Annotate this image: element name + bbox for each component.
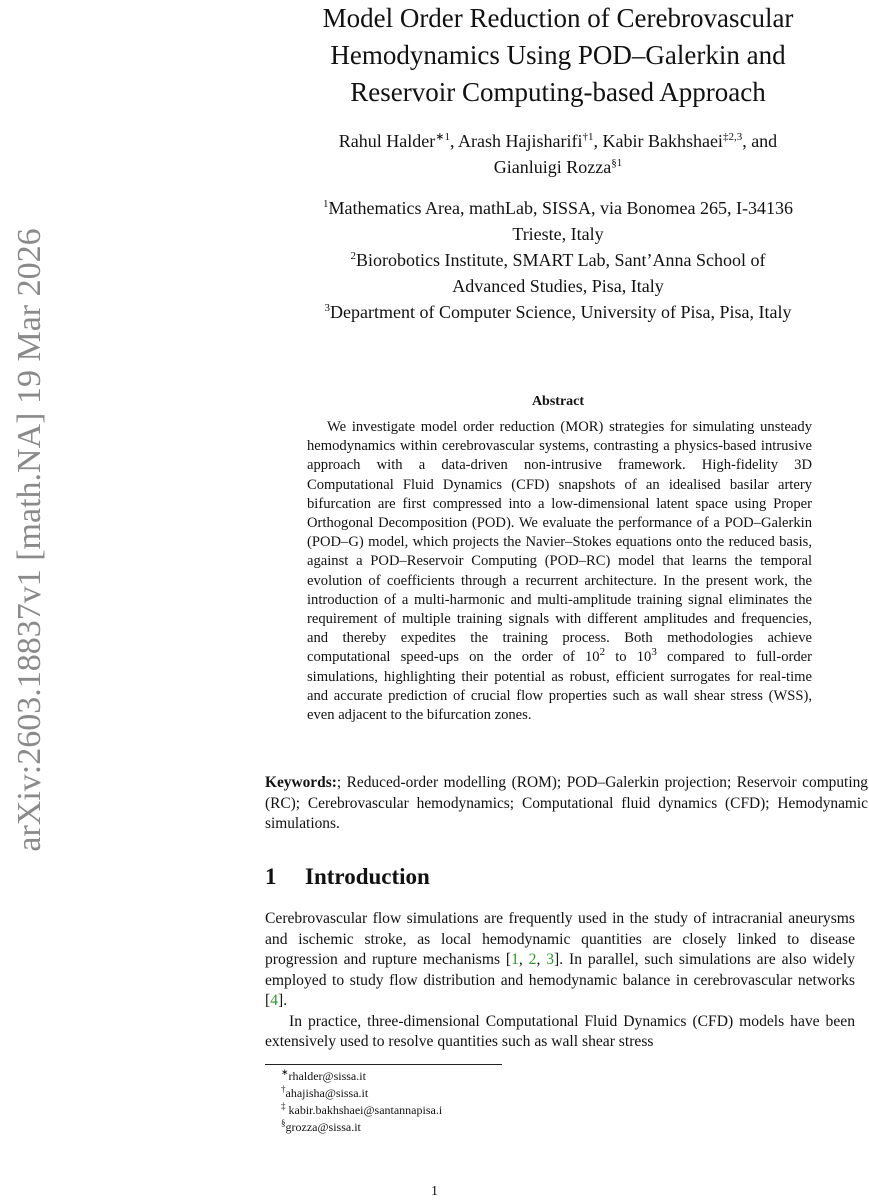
footnote-mark: § <box>281 1118 286 1128</box>
title-line: Hemodynamics Using POD–Galerkin and <box>330 40 786 70</box>
author-marks: ∗1 <box>435 131 450 143</box>
paper-title <box>258 0 858 111</box>
exponent: 2 <box>599 646 606 659</box>
footnote <box>281 1068 442 1085</box>
affiliation <box>258 299 858 325</box>
paragraph-text: ]. <box>278 992 288 1009</box>
title-line: Reservoir Computing-based Approach <box>350 77 766 107</box>
citation-link[interactable]: 3 <box>546 951 555 968</box>
author-separator: , <box>593 131 603 151</box>
author-separator: , and <box>742 131 778 151</box>
footnote <box>281 1119 442 1136</box>
citation-link[interactable]: 4 <box>270 992 278 1009</box>
arxiv-stamp <box>0 0 60 900</box>
author-name: Arash Hajisharifi <box>458 131 583 151</box>
abstract-text: to 10 <box>605 649 652 666</box>
footnote-mark: ‡ <box>281 1101 286 1111</box>
section-title: Introduction <box>305 864 430 889</box>
footnote-mark: ∗ <box>281 1067 289 1077</box>
section-heading <box>265 864 430 890</box>
affiliation-number: 3 <box>324 302 331 314</box>
citation-link[interactable]: 1 <box>511 951 519 968</box>
title-line: Model Order Reduction of Cerebrovascular <box>322 3 794 33</box>
author-marks: †1 <box>582 131 594 143</box>
author-marks: §1 <box>611 157 623 169</box>
paragraph: Cerebrovascular flow simulations are frequently used in the study of intracranial aneurysms and ischemic stroke, as local hemodynamic quantities are closely linked to disease progression and rupture mechanisms [1, 2, 3]. In parallel, such simulations are also widely employed to study flow distribution and hemodynamic balance in cerebrovascular networks [4]. <box>265 910 856 1009</box>
footnote <box>281 1085 442 1102</box>
keywords <box>265 773 868 835</box>
footnote-rule <box>265 1064 502 1065</box>
arxiv-stamp-text: arXiv:2603.18837v1 [math.NA] 19 Mar 2026 <box>11 228 48 852</box>
author-name: Gianluigi Rozza <box>493 157 612 177</box>
citation-link[interactable]: 2 <box>528 951 537 968</box>
footnote-email[interactable]: rhalder@sissa.it <box>288 1069 366 1083</box>
affiliation-number: 2 <box>350 250 356 262</box>
paragraph-text: Cerebrovascular flow simulations are frequently used in the study of intracranial aneurysms and ischemic stroke, as local hemodynamic quantities are closely linked to disease progression and rupture mechanisms [ <box>265 910 855 968</box>
affiliation-line: Trieste, Italy <box>512 224 604 244</box>
author-separator: , <box>449 131 458 151</box>
paragraph <box>265 1012 855 1053</box>
footnote <box>281 1102 442 1119</box>
intro-body <box>265 909 855 1053</box>
footnote-email[interactable]: ahajisha@sissa.it <box>285 1086 369 1100</box>
footnotes <box>281 1068 442 1136</box>
paragraph-text: ]. In parallel, such simulations are also widely employed to study flow distribution and hemodynamic balance in cerebrovascular networks [ <box>265 951 856 1009</box>
abstract-text: We investigate model order reduction (MOR) strategies for simulating unsteady hemodynamics within cerebrovascular systems, contrasting a physics-based intrusive approach with a data-driven non-intrusive framework. High-fidelity 3D Computational Fluid Dynamics (CFD) snapshots of an idealised basilar artery bifurcation are first compressed into a low-dimensional latent space using Proper Orthogonal Decomposition (POD). We evaluate the performance of a POD–Galerkin (POD–G) model, which projects the Navier–Stokes equations onto the reduced basis, against a POD–Reservoir Computing (POD–RC) model that learns the temporal evolution of coefficients through a recurrent architecture. In the present work, the introduction of a multi-harmonic and multi-amplitude training signal eliminates the requirement of multiple training signals with different amplitudes and frequencies, and thereby expedites the training process. Both methodologies achieve computational speed-ups on the order of 10 <box>307 419 812 666</box>
footnote-email[interactable]: grozza@sissa.it <box>285 1120 361 1134</box>
affiliation-line: Department of Computer Science, University of Pisa, Pisa, Italy <box>330 302 792 322</box>
footnote-email[interactable]: kabir.bakhshaei@santannapisa.i <box>285 1103 443 1117</box>
affiliation-line: Mathematics Area, mathLab, SISSA, via Bonomea 265, I-34136 <box>328 198 793 218</box>
abstract-text: compared to full-order simulations, highlighting their potential as robust, efficient surrogates for real-time and accurate prediction of crucial flow properties such as wall shear stress (WSS), even adjacent to the bifurcation zones. <box>307 649 813 724</box>
keywords-label: Keywords: <box>265 774 337 791</box>
affiliation-number: 1 <box>323 198 329 210</box>
abstract-heading: Abstract <box>531 394 585 409</box>
affiliation-line: Advanced Studies, Pisa, Italy <box>452 276 664 296</box>
affiliation-line: Biorobotics Institute, SMART Lab, Sant’Anna School of <box>355 250 766 270</box>
exponent: 3 <box>651 646 657 659</box>
author-marks: ‡2,3 <box>722 131 743 143</box>
affiliation <box>258 247 858 299</box>
paragraph-text: In practice, three-dimensional Computational Fluid Dynamics (CFD) models have been extensively used to resolve quantities such as wall shear stress <box>265 1012 855 1050</box>
affiliation <box>258 195 858 247</box>
abstract-body <box>307 418 812 725</box>
section-number: 1 <box>265 864 277 889</box>
author-list <box>258 128 858 180</box>
keywords-text: ; Reduced-order modelling (ROM); POD–Galerkin projection; Reservoir computing (RC); Cerebrovascular hemodynamics; Computational fluid dynamics (CFD); Hemodynamic simulations. <box>265 774 868 832</box>
page-number: 1 <box>431 1184 438 1199</box>
author-name: Kabir Bakhshaei <box>602 131 723 151</box>
author-name: Rahul Halder <box>338 131 436 151</box>
affiliations <box>258 195 858 325</box>
footnote-mark: † <box>281 1084 286 1094</box>
